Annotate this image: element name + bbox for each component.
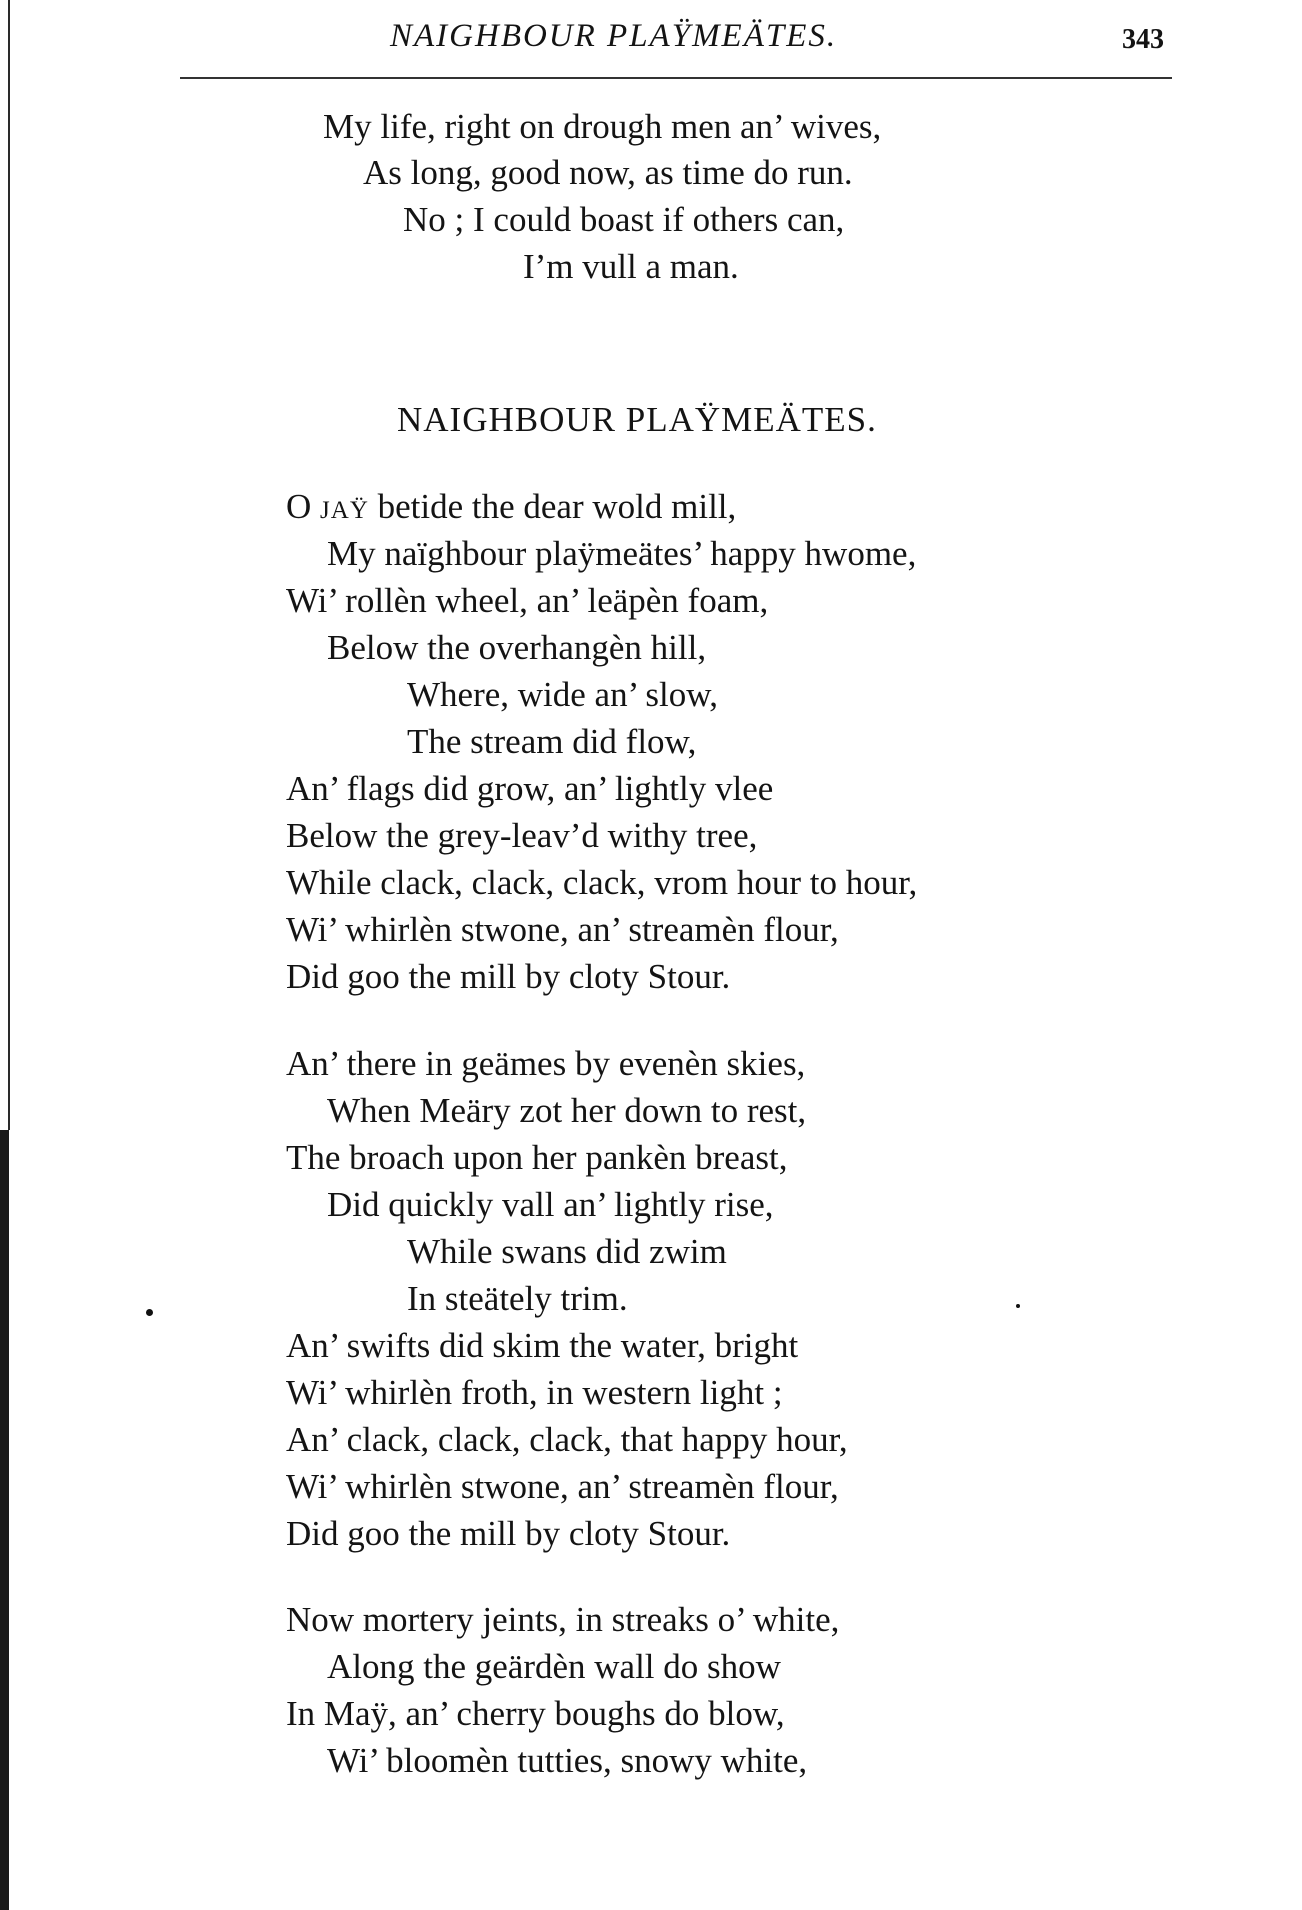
verse-line: Wi’ whirlèn stwone, an’ streamèn flour, <box>286 910 839 949</box>
ink-speck <box>146 1309 153 1316</box>
header-rule <box>180 77 1172 79</box>
verse-line: The stream did flow, <box>407 722 697 761</box>
verse-line: No ; I could boast if others can, <box>403 200 845 239</box>
verse-line: As long, good now, as time do run. <box>363 153 853 192</box>
verse-line: Wi’ whirlèn stwone, an’ streamèn flour, <box>286 1467 839 1506</box>
running-title: NAIGHBOUR PLAŸMEÄTES. <box>390 18 838 54</box>
verse-line: Did quickly vall an’ lightly rise, <box>327 1185 774 1224</box>
verse-line: An’ clack, clack, clack, that happy hour, <box>286 1420 848 1459</box>
verse-line: An’ swifts did skim the water, bright <box>286 1326 799 1365</box>
verse-line: In steätely trim. <box>407 1279 628 1318</box>
verse-line: Now mortery jeints, in streaks o’ white, <box>286 1600 840 1639</box>
verse-line <box>286 487 736 531</box>
verse-line: Wi’ bloomèn tutties, snowy white, <box>327 1741 808 1780</box>
verse-line: Wi’ rollèn wheel, an’ leäpèn foam, <box>286 581 769 620</box>
page-edge-binding <box>0 1130 9 1910</box>
verse-line: Below the overhangèn hill, <box>327 628 707 667</box>
opening-word: O <box>286 487 312 526</box>
page-number: 343 <box>1122 24 1164 55</box>
opening-small-caps: JAŸ <box>320 497 369 524</box>
page-edge-shadow <box>0 0 10 1910</box>
poem-title: NAIGHBOUR PLAŸMEÄTES. <box>397 400 877 439</box>
verse-line-text: betide the dear wold mill, <box>377 487 737 526</box>
verse-line: My naïghbour plaÿmeätes’ happy hwome, <box>327 534 917 573</box>
verse-line: The broach upon her pankèn breast, <box>286 1138 788 1177</box>
verse-line: Where, wide an’ slow, <box>407 675 718 714</box>
verse-line: Did goo the mill by cloty Stour. <box>286 957 731 996</box>
verse-line: In Maÿ, an’ cherry boughs do blow, <box>286 1694 785 1733</box>
running-head <box>0 18 1302 68</box>
verse-line: While clack, clack, clack, vrom hour to hour, <box>286 863 918 902</box>
verse-line: Below the grey-leav’d withy tree, <box>286 816 758 855</box>
verse-line: Along the geärdèn wall do show <box>327 1647 781 1686</box>
verse-line: Wi’ whirlèn froth, in western light ; <box>286 1373 783 1412</box>
page-edge-line <box>8 0 10 1130</box>
verse-line: While swans did zwim <box>407 1232 727 1271</box>
verse-line: My life, right on drough men an’ wives, <box>323 107 882 146</box>
verse-line: Did goo the mill by cloty Stour. <box>286 1514 731 1553</box>
verse-line: When Meäry zot her down to rest, <box>327 1091 807 1130</box>
ink-speck <box>1016 1304 1020 1308</box>
verse-line: An’ flags did grow, an’ lightly vlee <box>286 769 774 808</box>
verse-line: An’ there in geämes by evenèn skies, <box>286 1044 806 1083</box>
verse-line: I’m vull a man. <box>523 247 739 286</box>
